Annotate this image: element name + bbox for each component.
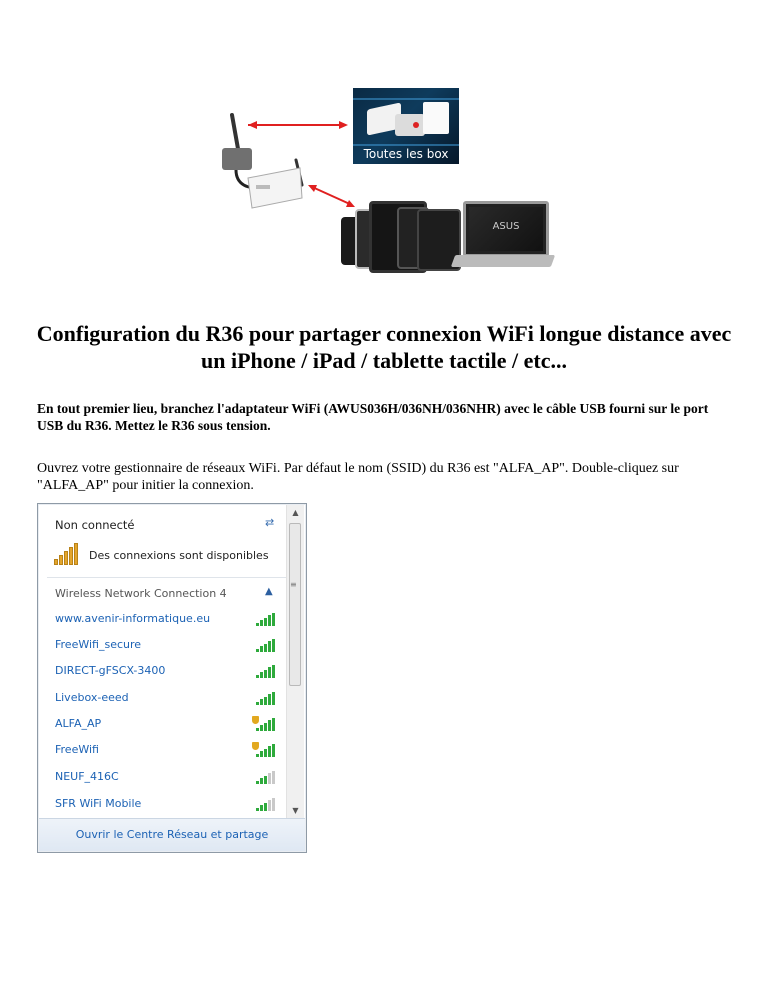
network-name: FreeWifi_secure bbox=[55, 638, 142, 651]
wifi-network-panel bbox=[37, 503, 307, 853]
security-shield-icon bbox=[252, 742, 259, 750]
laptop-icon bbox=[463, 201, 549, 257]
network-item[interactable] bbox=[55, 741, 280, 761]
devices-image bbox=[335, 195, 555, 275]
laptop-brand: ASUS bbox=[469, 207, 543, 251]
scrollbar-thumb[interactable] bbox=[289, 523, 301, 686]
laptop-base bbox=[451, 255, 555, 267]
panel-footer bbox=[39, 818, 305, 851]
hero-illustration bbox=[0, 0, 768, 300]
page-title: Configuration du R36 pour partager connexion WiFi longue distance avec un iPhone / iPad / tablette tactile / etc... bbox=[36, 321, 732, 373]
arrow-head-left bbox=[248, 121, 257, 129]
divider bbox=[47, 577, 286, 578]
signal-available-icon bbox=[54, 543, 84, 565]
network-name: SFR WiFi Mobile bbox=[55, 797, 142, 810]
network-item[interactable] bbox=[55, 689, 280, 709]
network-item[interactable] bbox=[55, 610, 280, 630]
box-caption: Toutes les box bbox=[363, 147, 449, 161]
isp-box-image bbox=[353, 88, 459, 164]
refresh-icon[interactable]: ⇄ bbox=[265, 516, 275, 529]
network-list-area bbox=[39, 505, 286, 819]
scroll-up-arrow-icon[interactable]: ▲ bbox=[292, 508, 299, 517]
connection-status: Non connecté bbox=[55, 518, 135, 532]
connections-available-text: Des connexions sont disponibles bbox=[89, 549, 269, 562]
arrow-head-right bbox=[339, 121, 348, 129]
security-shield-icon bbox=[252, 716, 259, 724]
adapter-section-header: Wireless Network Connection 4 bbox=[55, 587, 227, 600]
network-name: DIRECT-gFSCX-3400 bbox=[55, 664, 166, 677]
open-network-center-link[interactable]: Ouvrir le Centre Réseau et partage bbox=[75, 828, 269, 841]
usb-adapter bbox=[222, 148, 252, 170]
scroll-grip-icon: ≡ bbox=[290, 580, 297, 589]
signal-strength-icon bbox=[252, 612, 274, 626]
collapse-chevron-icon[interactable]: ▲ bbox=[265, 586, 273, 597]
network-name: www.avenir-informatique.eu bbox=[55, 612, 211, 625]
signal-strength-icon bbox=[252, 717, 274, 731]
network-item[interactable] bbox=[55, 795, 280, 815]
network-name: NEUF_416C bbox=[55, 770, 119, 783]
signal-strength-icon bbox=[252, 664, 274, 678]
network-name: Livebox-eeed bbox=[55, 691, 129, 704]
signal-strength-icon bbox=[252, 770, 274, 784]
scrollbar[interactable] bbox=[286, 505, 304, 819]
signal-strength-icon bbox=[252, 797, 274, 811]
router-port bbox=[256, 185, 270, 189]
signal-strength-icon bbox=[252, 691, 274, 705]
network-name: ALFA_AP bbox=[55, 717, 102, 730]
signal-strength-icon bbox=[252, 638, 274, 652]
instruction-paragraph: Ouvrez votre gestionnaire de réseaux WiFi. Par défaut le nom (SSID) du R36 est "ALFA_AP". Double-cliquez sur "ALFA_AP" pour initier la connexion. bbox=[37, 461, 679, 493]
signal-strength-icon bbox=[252, 743, 274, 757]
scroll-down-arrow-icon[interactable]: ▼ bbox=[292, 806, 299, 815]
intro-paragraph: En tout premier lieu, branchez l'adaptateur WiFi (AWUS036H/036NH/036NHR) avec le câble USB fourni sur le port USB du R36. Mettez le R36 sous tension. bbox=[37, 401, 709, 433]
network-item[interactable] bbox=[55, 662, 280, 682]
network-item[interactable] bbox=[55, 636, 280, 656]
network-item[interactable] bbox=[55, 715, 280, 735]
network-item[interactable] bbox=[55, 768, 280, 788]
network-name: FreeWifi bbox=[55, 743, 99, 756]
